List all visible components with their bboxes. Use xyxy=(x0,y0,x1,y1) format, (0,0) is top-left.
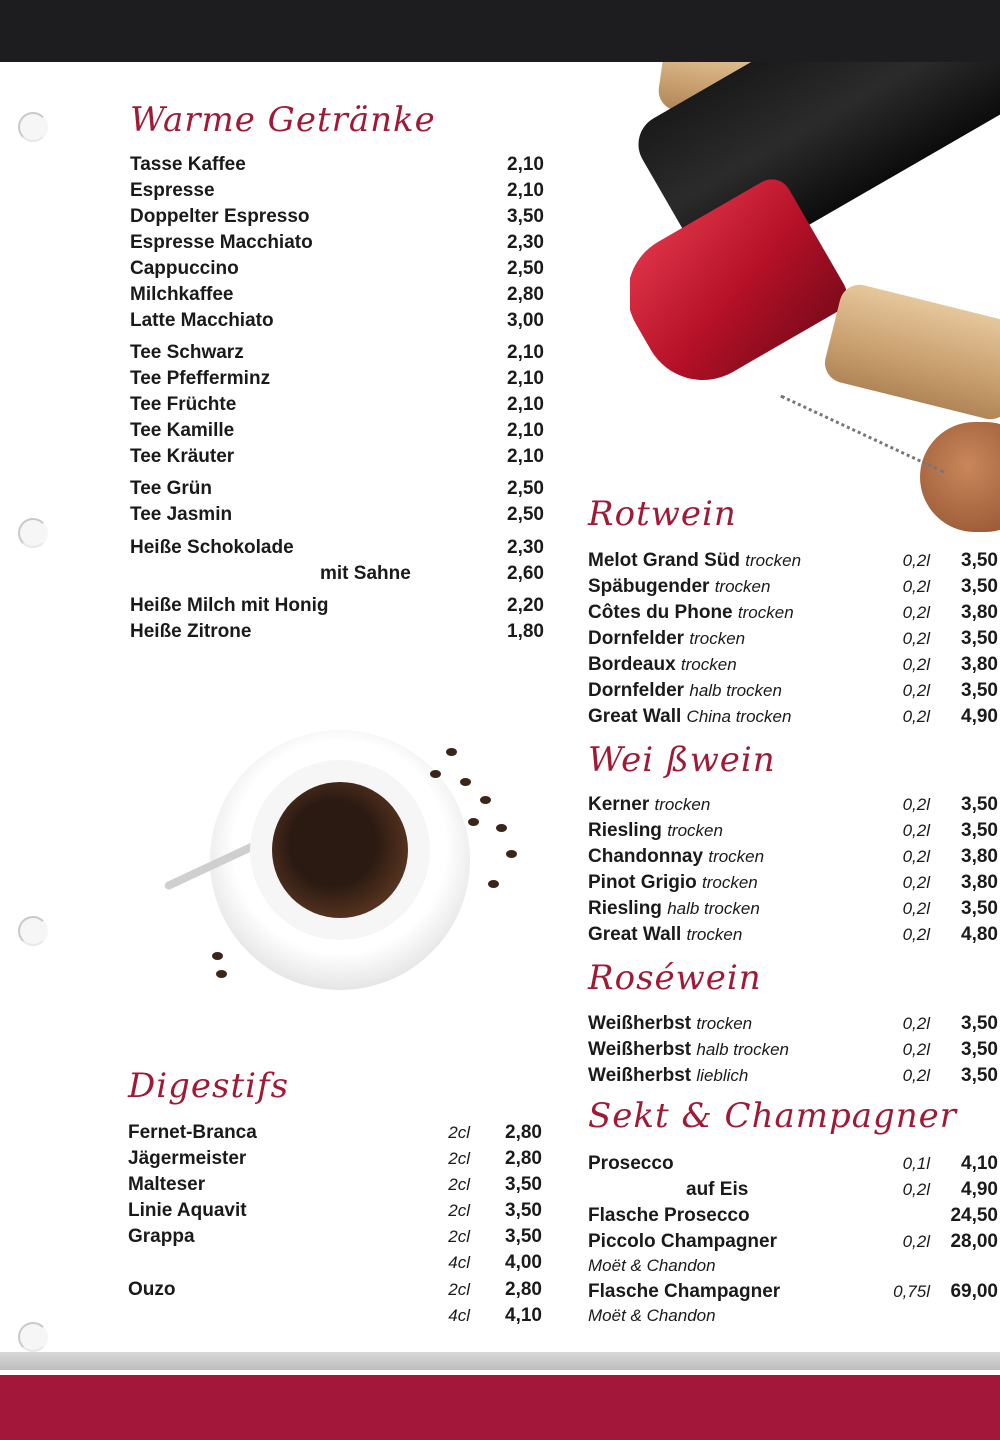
item-price: 3,50 xyxy=(961,1065,998,1086)
section-heading-digestifs: Digestifs xyxy=(128,1066,290,1106)
item-volume: 2cl xyxy=(448,1280,470,1299)
item-price: 4,10 xyxy=(961,1153,998,1174)
binder-hole xyxy=(18,518,48,548)
item-name: Flasche Prosecco xyxy=(588,1205,750,1226)
item-price: 3,80 xyxy=(961,602,998,623)
item-price: 3,50 xyxy=(505,1200,542,1221)
item-name: Tee Früchte xyxy=(130,394,237,415)
item-description: trocken xyxy=(708,847,765,866)
item-price: 28,00 xyxy=(950,1231,998,1252)
item-price: 3,50 xyxy=(961,794,998,815)
item-volume: 0,2l xyxy=(902,1066,930,1085)
section-heading-warme-getraenke: Warme Getränke xyxy=(130,100,436,140)
coffee-bean xyxy=(468,818,479,826)
item-price: 4,80 xyxy=(961,924,998,945)
menu-item xyxy=(130,619,544,645)
item-volume: 0,2l xyxy=(902,577,930,596)
item-price: 3,80 xyxy=(961,654,998,675)
item-name: Späbugender trocken xyxy=(588,576,771,597)
item-price: 3,50 xyxy=(961,628,998,649)
item-volume: 0,2l xyxy=(902,1232,930,1251)
item-price: 2,10 xyxy=(507,420,544,441)
menu-item xyxy=(128,1224,542,1250)
item-volume: 4cl xyxy=(448,1253,470,1272)
item-volume: 4cl xyxy=(448,1306,470,1325)
menu-item xyxy=(588,1279,998,1305)
item-description: lieblich xyxy=(696,1066,749,1085)
menu-item xyxy=(130,366,544,392)
menu-item xyxy=(588,1203,998,1229)
section-heading-sekt-champagner: Sekt & Champagner xyxy=(588,1096,958,1136)
item-description: trocken xyxy=(689,629,746,648)
menu-item xyxy=(130,204,544,230)
item-volume: 0,2l xyxy=(902,681,930,700)
item-price: 2,10 xyxy=(507,446,544,467)
item-name: Espresse xyxy=(130,180,215,201)
item-description: halb trocken xyxy=(689,681,782,700)
item-description: trocken xyxy=(680,655,737,674)
menu-item xyxy=(130,392,544,418)
binder-hole xyxy=(18,916,48,946)
item-price: 2,50 xyxy=(507,504,544,525)
item-name: Weißherbst halb trocken xyxy=(588,1039,790,1060)
item-price: 3,50 xyxy=(961,820,998,841)
menu-item xyxy=(130,535,544,561)
item-price: 3,50 xyxy=(505,1174,542,1195)
coffee-bean xyxy=(460,778,471,786)
item-price: 24,50 xyxy=(950,1205,998,1226)
coffee-bean xyxy=(212,952,223,960)
menu-item xyxy=(588,1151,998,1177)
item-name: Tee Grün xyxy=(130,478,212,499)
item-name: Kerner trocken xyxy=(588,794,711,815)
menu-item xyxy=(588,1177,998,1203)
item-price: 3,80 xyxy=(961,846,998,867)
item-name: Latte Macchiato xyxy=(130,310,274,331)
item-volume: 0,2l xyxy=(902,821,930,840)
item-name: Tee Kräuter xyxy=(130,446,235,467)
item-name: mit Sahne xyxy=(320,563,411,584)
item-volume: 2cl xyxy=(448,1123,470,1142)
section-heading-rotwein: Rotwein xyxy=(588,494,737,534)
item-price: 4,90 xyxy=(961,1179,998,1200)
menu-item xyxy=(130,256,544,282)
menu-item xyxy=(588,678,998,704)
item-volume: 0,2l xyxy=(902,1040,930,1059)
item-name: Tee Schwarz xyxy=(130,342,244,363)
item-name: Prosecco xyxy=(588,1153,674,1174)
coffee-bean xyxy=(506,850,517,858)
item-price: 4,90 xyxy=(961,706,998,727)
item-name: Cappuccino xyxy=(130,258,239,279)
footer-bar xyxy=(0,1375,1000,1440)
item-price: 2,10 xyxy=(507,342,544,363)
top-bar xyxy=(0,0,1000,62)
item-name: Weißherbst lieblich xyxy=(588,1065,749,1086)
menu-item xyxy=(588,704,998,730)
item-price: 2,50 xyxy=(507,258,544,279)
coffee-bean xyxy=(488,880,499,888)
menu-item xyxy=(128,1250,542,1276)
item-price: 3,50 xyxy=(961,898,998,919)
menu-item xyxy=(588,922,998,948)
menu-item xyxy=(130,418,544,444)
item-price: 2,80 xyxy=(507,284,544,305)
item-volume: 0,1l xyxy=(902,1154,930,1173)
item-price: 2,80 xyxy=(505,1122,542,1143)
menu-item xyxy=(130,476,544,502)
item-volume: 0,2l xyxy=(902,1180,930,1199)
item-name: Tasse Kaffee xyxy=(130,154,246,175)
item-name: Chandonnay trocken xyxy=(588,846,765,867)
item-name: Dornfelder trocken xyxy=(588,628,746,649)
item-name: Piccolo Champagner xyxy=(588,1231,777,1252)
item-name: Milchkaffee xyxy=(130,284,234,305)
item-volume: 2cl xyxy=(448,1201,470,1220)
item-price: 2,10 xyxy=(507,154,544,175)
menu-item xyxy=(588,896,998,922)
menu-item xyxy=(128,1146,542,1172)
item-price: 2,10 xyxy=(507,394,544,415)
item-volume: 2cl xyxy=(448,1227,470,1246)
item-description: trocken xyxy=(737,603,794,622)
item-name: Malteser xyxy=(128,1174,206,1195)
binder-hole xyxy=(18,1322,48,1352)
item-description: halb trocken xyxy=(667,899,760,918)
menu-item xyxy=(130,230,544,256)
item-name: Grappa xyxy=(128,1226,195,1247)
item-volume: 0,2l xyxy=(902,629,930,648)
item-description: trocken xyxy=(714,577,771,596)
menu-item xyxy=(130,178,544,204)
item-name: Jägermeister xyxy=(128,1148,247,1169)
coffee-bean xyxy=(216,970,227,978)
item-volume: 0,75l xyxy=(893,1282,930,1301)
item-name: Weißherbst trocken xyxy=(588,1013,753,1034)
menu-item xyxy=(588,1063,998,1089)
item-volume: 0,2l xyxy=(902,925,930,944)
menu-item xyxy=(130,340,544,366)
item-volume: 0,2l xyxy=(902,707,930,726)
item-price: 3,00 xyxy=(507,310,544,331)
menu-item xyxy=(130,152,544,178)
menu-item xyxy=(588,818,998,844)
item-volume: 0,2l xyxy=(902,551,930,570)
item-name: Pinot Grigio trocken xyxy=(588,872,758,893)
item-name: Tee Pfefferminz xyxy=(130,368,271,389)
item-price: 3,50 xyxy=(507,206,544,227)
item-volume: 2cl xyxy=(448,1149,470,1168)
item-name: auf Eis xyxy=(686,1179,749,1200)
item-price: 3,80 xyxy=(961,872,998,893)
wine-bottle-image xyxy=(630,62,1000,542)
menu-item xyxy=(130,282,544,308)
item-name: Tee Kamille xyxy=(130,420,235,441)
item-price: 2,10 xyxy=(507,368,544,389)
item-price: 4,00 xyxy=(505,1252,542,1273)
item-volume: 0,2l xyxy=(902,795,930,814)
item-price: 2,30 xyxy=(507,232,544,253)
item-description: trocken xyxy=(696,1014,753,1033)
item-name: Great Wall China trocken xyxy=(588,706,792,727)
menu-item xyxy=(588,626,998,652)
item-volume: 0,2l xyxy=(902,1014,930,1033)
menu-item xyxy=(130,444,544,470)
menu-item xyxy=(588,1229,998,1255)
item-volume: 0,2l xyxy=(902,655,930,674)
footer-divider xyxy=(0,1352,1000,1370)
item-name: Riesling halb trocken xyxy=(588,898,760,919)
item-price: 3,50 xyxy=(961,1013,998,1034)
item-volume: 0,2l xyxy=(902,603,930,622)
item-name: Doppelter Espresso xyxy=(130,206,310,227)
item-name: Fernet-Branca xyxy=(128,1122,257,1143)
item-name: Dornfelder halb trocken xyxy=(588,680,782,701)
item-name: Riesling trocken xyxy=(588,820,723,841)
item-description: trocken xyxy=(686,925,743,944)
section-heading-rosewein: Roséwein xyxy=(588,958,762,998)
item-price: 69,00 xyxy=(950,1281,998,1302)
menu-item xyxy=(588,870,998,896)
item-name: Melot Grand Süd trocken xyxy=(588,550,802,571)
item-price: 4,10 xyxy=(505,1305,542,1326)
corkscrew-image xyxy=(775,395,944,484)
menu-item xyxy=(588,844,998,870)
item-price: 2,20 xyxy=(507,595,544,616)
item-name: Bordeaux trocken xyxy=(588,654,737,675)
item-name: Heiße Schokolade xyxy=(130,537,294,558)
coffee-cup-image xyxy=(150,720,530,1020)
item-subtitle: Moët & Chandon xyxy=(588,1306,716,1325)
item-name: Côtes du Phone trocken xyxy=(588,602,794,623)
binder-hole xyxy=(18,112,48,142)
menu-item xyxy=(588,548,998,574)
item-name: Espresse Macchiato xyxy=(130,232,313,253)
coffee-bean xyxy=(496,824,507,832)
coffee-bean xyxy=(480,796,491,804)
menu-item xyxy=(130,593,544,619)
item-description: trocken xyxy=(654,795,711,814)
coffee-liquid-image xyxy=(272,782,408,918)
item-price: 2,10 xyxy=(507,180,544,201)
item-price: 3,50 xyxy=(961,550,998,571)
item-name: Tee Jasmin xyxy=(130,504,233,525)
menu-item xyxy=(588,600,998,626)
menu-item xyxy=(130,308,544,334)
item-volume: 0,2l xyxy=(902,847,930,866)
cork-image xyxy=(821,281,1000,424)
menu-item xyxy=(128,1303,542,1329)
menu-item xyxy=(128,1277,542,1303)
item-name: Flasche Champagner xyxy=(588,1281,781,1302)
item-volume: 0,2l xyxy=(902,873,930,892)
item-description: trocken xyxy=(702,873,758,892)
item-price: 1,80 xyxy=(507,621,544,642)
item-name: Linie Aquavit xyxy=(128,1200,247,1221)
menu-item xyxy=(130,502,544,528)
menu-item xyxy=(588,1011,998,1037)
item-volume: 0,2l xyxy=(902,899,930,918)
item-price: 3,50 xyxy=(961,1039,998,1060)
item-name: Heiße Milch mit Honig xyxy=(130,595,329,616)
menu-item xyxy=(128,1172,542,1198)
item-volume: 2cl xyxy=(448,1175,470,1194)
item-price: 3,50 xyxy=(961,576,998,597)
menu-item xyxy=(588,792,998,818)
item-subtitle: Moët & Chandon xyxy=(588,1256,716,1275)
item-name: Heiße Zitrone xyxy=(130,621,252,642)
item-description: halb trocken xyxy=(696,1040,790,1059)
item-price: 3,50 xyxy=(961,680,998,701)
menu-item xyxy=(128,1198,542,1224)
item-price: 2,80 xyxy=(505,1279,542,1300)
menu-item xyxy=(130,561,544,587)
coffee-bean xyxy=(446,748,457,756)
item-description: China trocken xyxy=(686,707,792,726)
item-price: 3,50 xyxy=(505,1226,542,1247)
menu-item xyxy=(588,652,998,678)
item-price: 2,80 xyxy=(505,1148,542,1169)
menu-item xyxy=(588,1037,998,1063)
section-heading-weisswein: Wei ßwein xyxy=(588,740,776,780)
item-name: Great Wall trocken xyxy=(588,924,743,945)
coffee-bean xyxy=(430,770,441,778)
item-name: Ouzo xyxy=(128,1279,176,1300)
menu-item xyxy=(128,1120,542,1146)
item-description: trocken xyxy=(745,551,802,570)
item-price: 2,60 xyxy=(507,563,544,584)
item-price: 2,30 xyxy=(507,537,544,558)
item-price: 2,50 xyxy=(507,478,544,499)
item-description: trocken xyxy=(667,821,723,840)
menu-item xyxy=(588,574,998,600)
